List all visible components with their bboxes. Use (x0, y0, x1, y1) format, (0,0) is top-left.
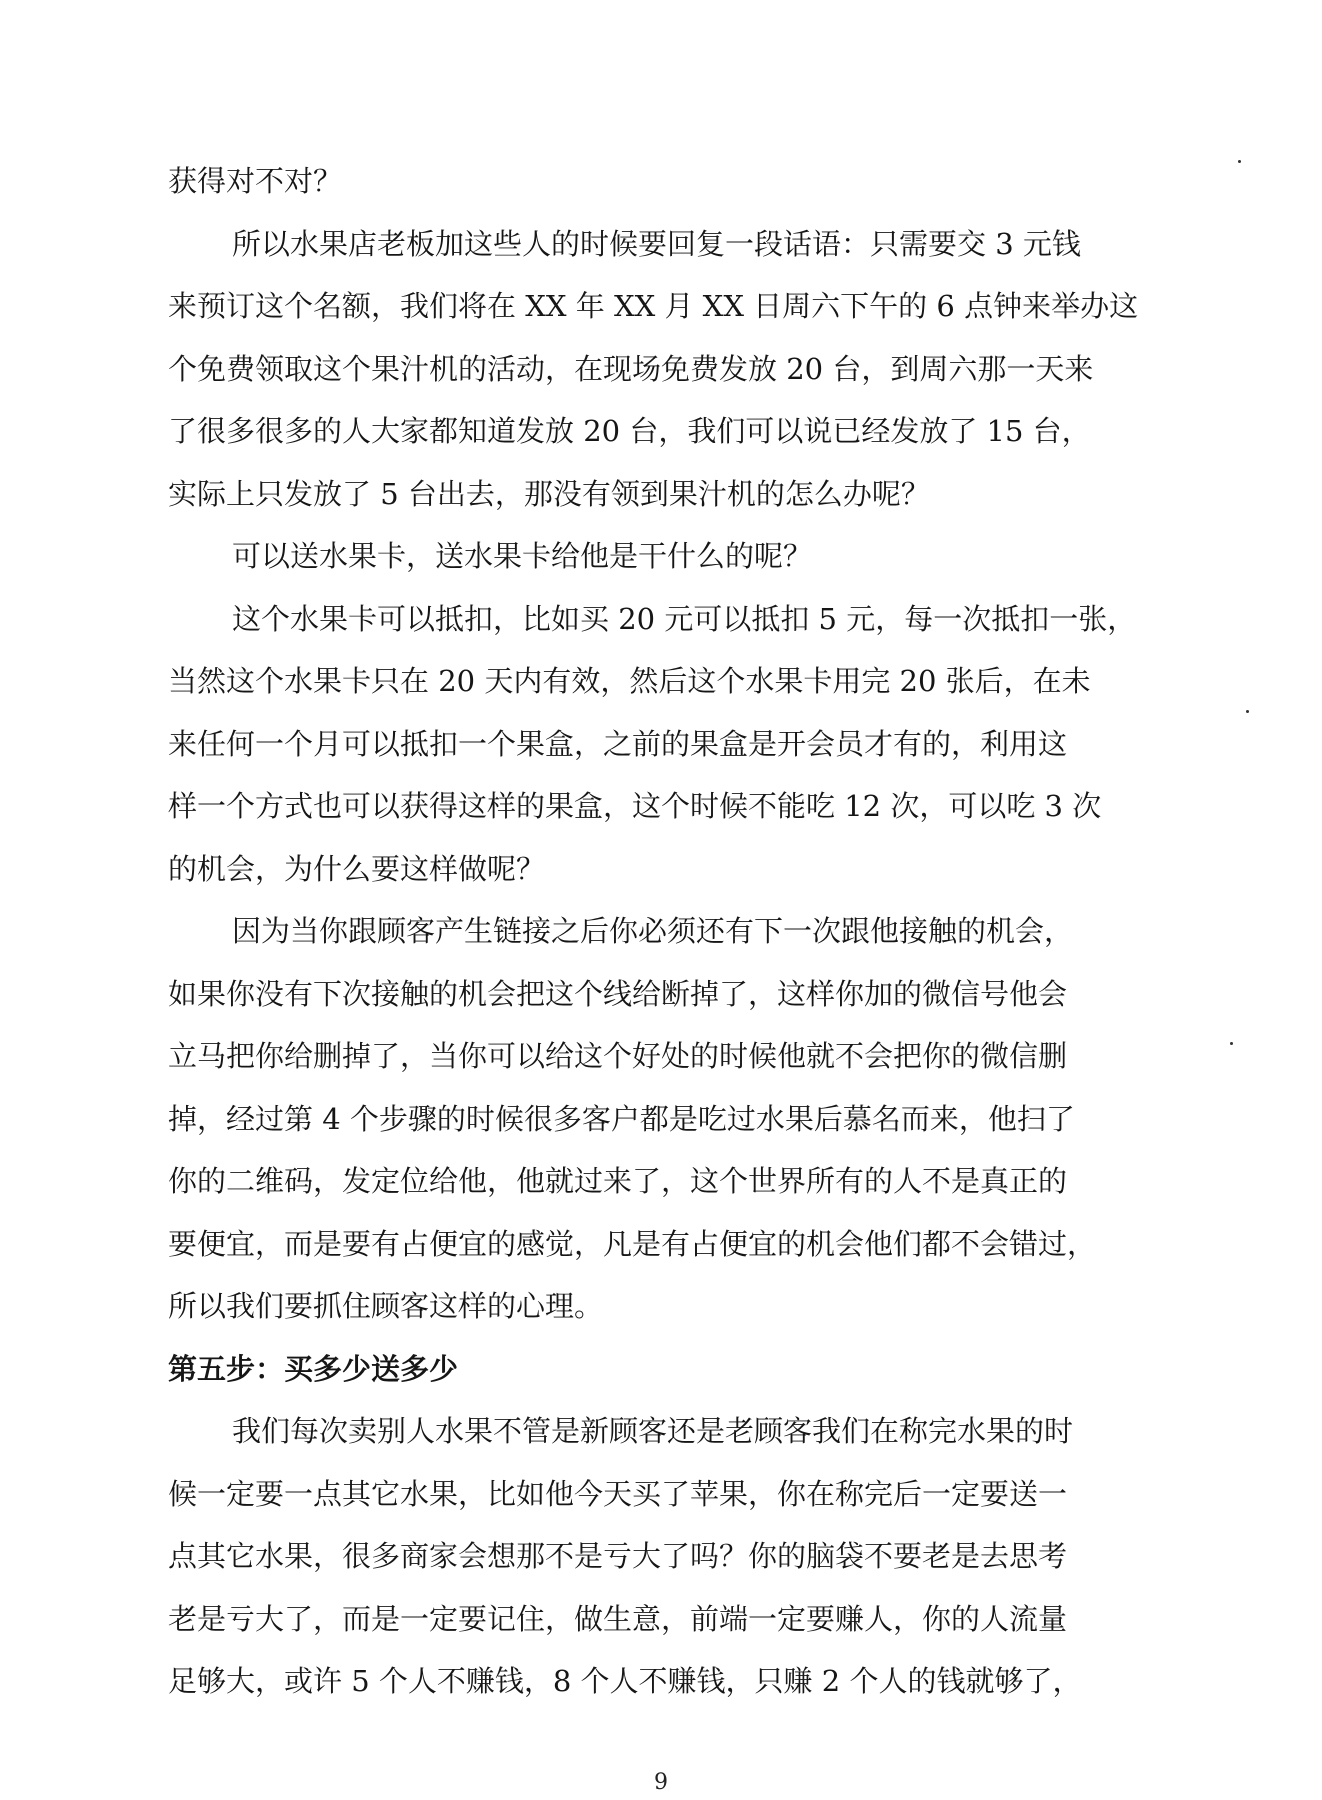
text-line: 要便宜，而是要有占便宜的感觉，凡是有占便宜的机会他们都不会错过， (168, 1226, 1097, 1261)
scan-speck (1230, 1042, 1233, 1045)
text-line: 来预订这个名额，我们将在 XX 年 XX 月 XX 日周六下午的 6 点钟来举办这 (168, 289, 1139, 323)
text-line: 所以我们要抓住顾客这样的心理。 (168, 1289, 604, 1323)
section-heading: 第五步：买多少送多少 (168, 1351, 459, 1386)
text-line: 了很多很多的人大家都知道发放 20 台，我们可以说已经发放了 15 台， (168, 414, 1091, 448)
text-line: 候一定要一点其它水果，比如他今天买了苹果，你在称完后一定要送一 (168, 1476, 1068, 1511)
text-line: 样一个方式也可以获得这样的果盒，这个时候不能吃 12 次，可以吃 3 次 (168, 789, 1102, 823)
text-line: 我们每次卖别人水果不管是新顾客还是老顾客我们在称完水果的时 (232, 1414, 1074, 1448)
text-line: 点其它水果，很多商家会想那不是亏大了吗？你的脑袋不要老是去思考 (168, 1539, 1068, 1573)
text-line: 你的二维码，发定位给他，他就过来了，这个世界所有的人不是真正的 (168, 1164, 1068, 1198)
text-line: 可以送水果卡，送水果卡给他是干什么的呢？ (232, 539, 813, 573)
body-text (168, 150, 1158, 1713)
text-line: 掉，经过第 4 个步骤的时候很多客户都是吃过水果后慕名而来，他扫了 (168, 1101, 1075, 1136)
text-line: 这个水果卡可以抵扣，比如买 20 元可以抵扣 5 元，每一次抵扣一张， (232, 601, 1137, 636)
text-line: 老是亏大了，而是一定要记住，做生意，前端一定要赚人，你的人流量 (168, 1601, 1068, 1636)
text-line: 获得对不对？ (168, 164, 343, 198)
text-line: 的机会，为什么要这样做呢？ (168, 851, 546, 886)
text-line: 如果你没有下次接触的机会把这个线给断掉了，这样你加的微信号他会 (168, 976, 1068, 1011)
page-number: 9 (654, 1770, 668, 1795)
text-line: 所以水果店老板加这些人的时候要回复一段话语：只需要交 3 元钱 (232, 226, 1081, 261)
text-line: 实际上只发放了 5 台出去，那没有领到果汁机的怎么办呢？ (168, 476, 930, 511)
scan-speck (1238, 160, 1241, 163)
text-line: 来任何一个月可以抵扣一个果盒，之前的果盒是开会员才有的，利用这 (168, 726, 1068, 761)
text-line: 个免费领取这个果汁机的活动，在现场免费发放 20 台，到周六那一天来 (168, 351, 1094, 386)
text-line: 足够大，或许 5 个人不赚钱，8 个人不赚钱，只赚 2 个人的钱就够了， (168, 1664, 1082, 1698)
text-line: 因为当你跟顾客产生链接之后你必须还有下一次跟他接触的机会， (232, 914, 1074, 948)
text-line: 立马把你给删掉了，当你可以给这个好处的时候他就不会把你的微信删 (168, 1039, 1068, 1073)
text-line: 当然这个水果卡只在 20 天内有效，然后这个水果卡用完 20 张后，在未 (168, 664, 1091, 698)
scan-speck (1246, 710, 1249, 713)
